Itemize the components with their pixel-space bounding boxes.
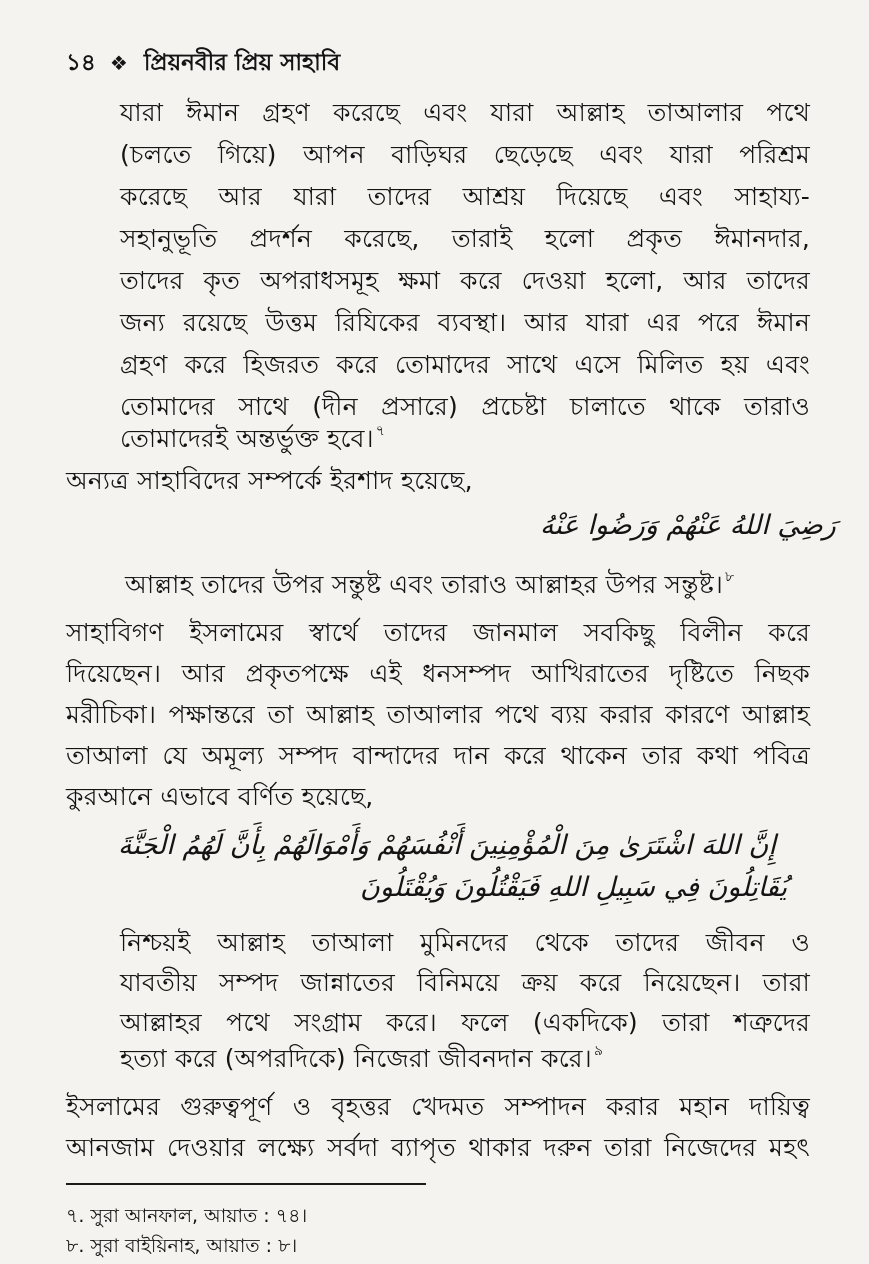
text-line: তাআলা যে অমূল্য সম্পদ বান্দাদের দান করে থাকেন তার কথা পবিত্র — [66, 741, 810, 770]
text-line: আনজাম দেওয়ার লক্ষ্যে সর্বদা ব্যাপৃত থাকার দরুন তারা নিজেদের মহৎ — [66, 1133, 810, 1162]
text-line: সহানুভূতি প্রদর্শন করেছে, তারাই হলো প্রকৃত ঈমানদার, — [120, 224, 810, 253]
running-header — [66, 44, 340, 83]
text-line: হত্যা করে (অপরদিকে) নিজেরা জীবনদান করে। — [120, 1044, 592, 1073]
text-line: ইসলামের গুরুত্বপূর্ণ ও বৃহত্তর খেদমত সম্পাদন করার মহান দায়িত্ব — [66, 1092, 810, 1121]
text-line: গ্রহণ করে হিজরত করে তোমাদের সাথে এসে মিলিত হয় এবং — [120, 350, 810, 379]
text-line: জন্য রয়েছে উত্তম রিযিকের ব্যবস্থা। আর যারা এর পরে ঈমান — [120, 308, 810, 337]
book-title: প্রিয়নবীর প্রিয় সাহাবি — [143, 50, 341, 76]
footnote: ৮. সুরা বাইয়িনাহ, আয়াত : ৮। — [66, 1235, 298, 1257]
text-line: দিয়েছেন। আর প্রকৃতপক্ষে এই ধনসম্পদ আখিরাতের দৃষ্টিতে নিছক — [66, 659, 810, 688]
page-number: ১৪ — [66, 50, 96, 76]
footnote-marker: ৭ — [375, 423, 386, 439]
ornament-icon: ❖ — [109, 51, 128, 75]
text-line: আল্লাহর পথে সংগ্রাম করে। ফলে (একদিকে) তারা শত্রুদের — [120, 1008, 810, 1037]
text-line: (চলতে গিয়ে) আপন বাড়িঘর ছেড়েছে এবং যারা পরিশ্রম — [120, 140, 810, 169]
text-line: করেছে আর যারা তাদের আশ্রয় দিয়েছে এবং সাহায্য- — [120, 182, 810, 211]
text-line: তোমাদের সাথে (দীন প্রসারে) প্রচেষ্টা চালাতে থাকে তারাও — [120, 392, 810, 421]
text-line-last — [120, 424, 385, 451]
text-line: যারা ঈমান গ্রহণ করেছে এবং যারা আল্লাহ তাআলার পথে — [120, 98, 810, 127]
text-line: নিশ্চয়ই আল্লাহ তাআলা মুমিনদের থেকে তাদের জীবন ও — [120, 928, 810, 957]
arabic-verse: رَضِيَ اللهُ عَنْهُمْ وَرَضُوا عَنْهُ — [540, 510, 836, 541]
footnote-marker: ৮ — [725, 569, 735, 585]
text-line: যাবতীয় সম্পদ জান্নাতের বিনিময়ে ক্রয় করে নিয়েছেন। তারা — [120, 968, 810, 997]
text-line: সাহাবিগণ ইসলামের স্বার্থে তাদের জানমাল সবকিছু বিলীন করে — [66, 618, 810, 647]
text-line: কুরআনে এভাবে বর্ণিত হয়েছে, — [66, 782, 374, 811]
text-line-last — [120, 1044, 603, 1071]
text-line: তোমাদেরই অন্তর্ভুক্ত হবে। — [120, 424, 374, 453]
translation-line — [125, 570, 734, 597]
footnote-marker: ৯ — [593, 1043, 604, 1059]
text-line: তাদের কৃত অপরাধসমূহ ক্ষমা করে দেওয়া হলো, আর তাদের — [120, 266, 810, 295]
arabic-verse: إِنَّ اللهَ اشْتَرَىٰ مِنَ الْمُؤْمِنِينَ أَنْفُسَهُمْ وَأَمْوَالَهُمْ بِأَنَّ لَهُمُ الْجَنَّةَ — [118, 830, 776, 861]
text-line: মরীচিকা। পক্ষান্তরে তা আল্লাহ তাআলার পথে ব্যয় করার কারণে আল্লাহ — [66, 700, 810, 729]
arabic-verse: يُقَاتِلُونَ فِي سَبِيلِ اللهِ فَيَقْتُلُونَ وَيُقْتَلُونَ — [360, 872, 788, 903]
intro-line: অন্যত্র সাহাবিদের সম্পর্কে ইরশাদ হয়েছে, — [66, 466, 473, 495]
translation-text: আল্লাহ তাদের উপর সন্তুষ্ট এবং তারাও আল্লাহর উপর সন্তুষ্ট। — [125, 570, 724, 599]
footnote-divider — [66, 1183, 426, 1185]
footnote: ৭. সুরা আনফাল, আয়াত : ৭৪। — [66, 1205, 308, 1227]
